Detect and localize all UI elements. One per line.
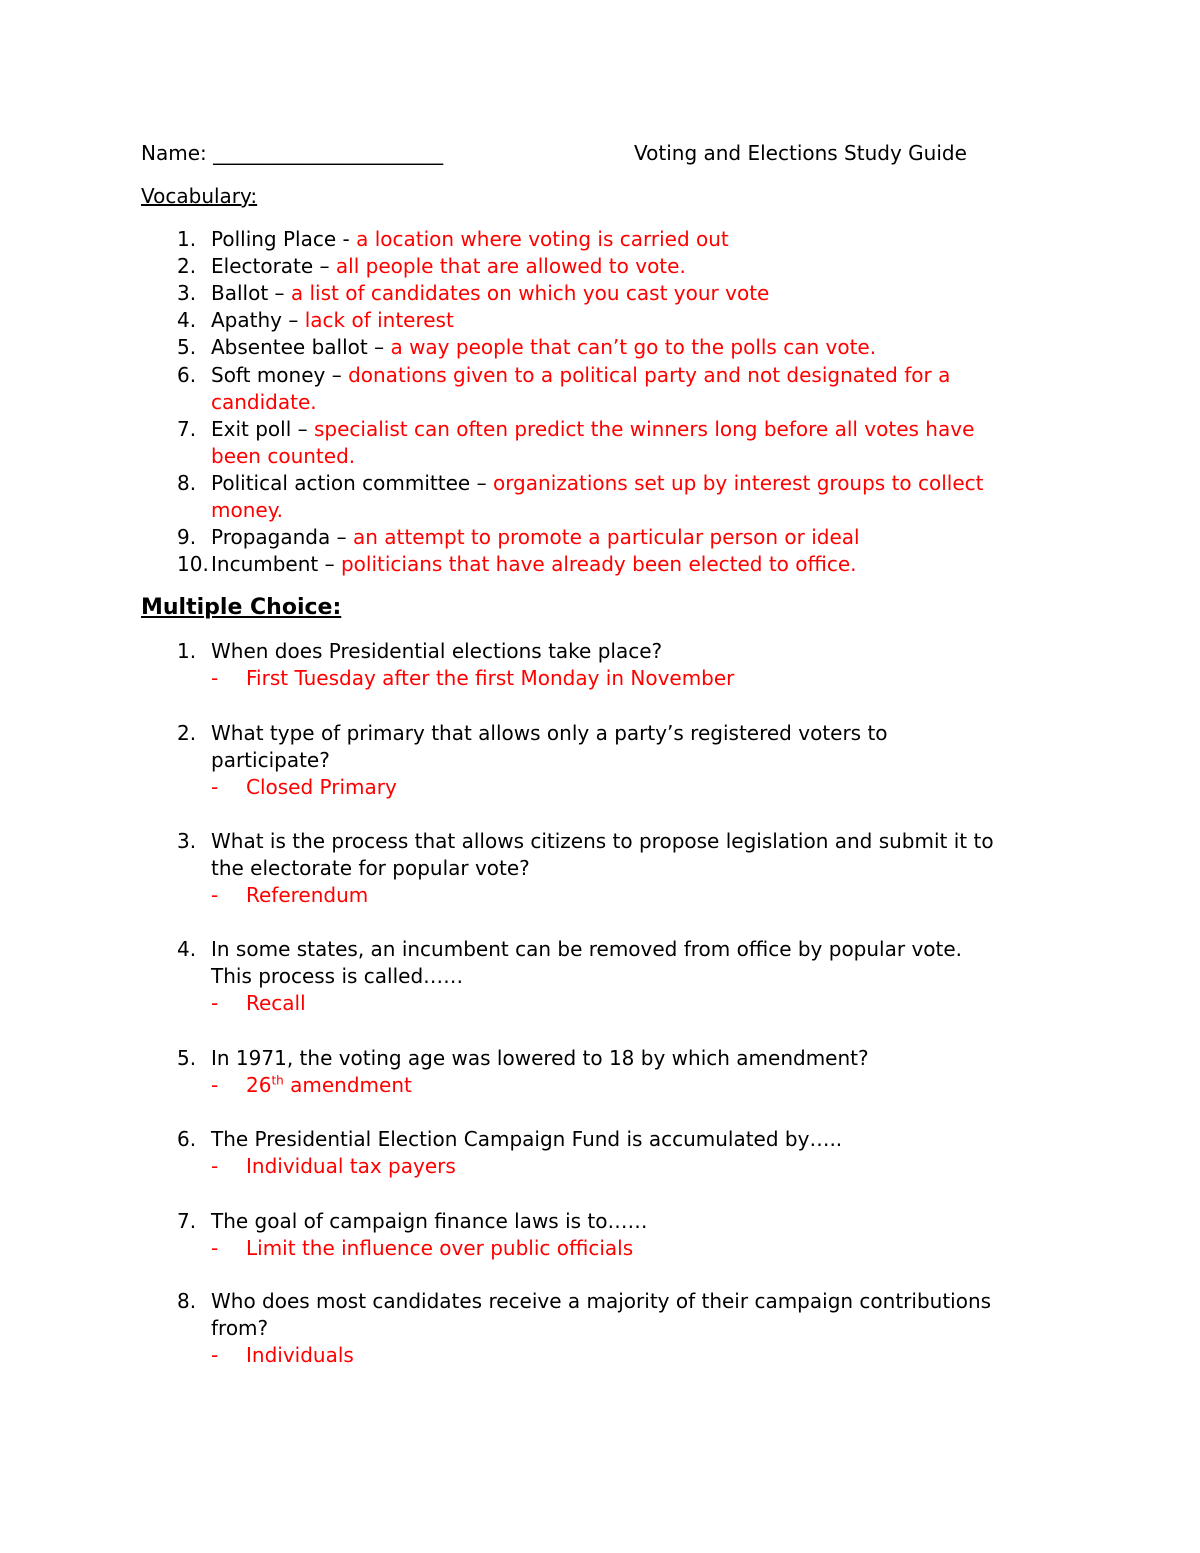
answer-dash: - [211,1236,219,1260]
vocab-number: 4. [177,308,197,332]
vocabulary-heading: Vocabulary: [141,184,258,208]
question-number: 5. [177,1046,197,1070]
question-number: 4. [177,937,197,961]
vocab-term: Political action committee – [211,471,493,495]
vocab-term: Soft money – [211,363,349,387]
question-number: 1. [177,639,197,663]
answer-word: amendment [283,1073,412,1097]
vocab-item [211,280,769,307]
vocab-item [211,524,860,551]
vocab-item [211,362,950,389]
vocab-definition: an attempt to promote a particular person or ideal [352,525,860,549]
answer-dash: - [211,1343,219,1367]
answer-dash: - [211,1154,219,1178]
answer-text: Referendum [246,883,369,907]
question-text: In 1971, the voting age was lowered to 18 by which amendment? [211,1046,869,1070]
vocab-term: Absentee ballot – [211,335,391,359]
vocab-number: 3. [177,281,197,305]
answer-text: Limit the influence over public officials [246,1236,634,1260]
question-text-continued: from? [211,1316,269,1340]
vocab-definition-continued: candidate. [211,390,317,414]
answer-dash: - [211,991,219,1015]
vocab-term: Ballot – [211,281,291,305]
vocab-number: 10. [177,552,209,576]
answer-dash: - [211,666,219,690]
answer-text: Closed Primary [246,775,397,799]
question-number: 7. [177,1209,197,1233]
vocab-term: Propaganda – [211,525,353,549]
answer-dash: - [211,775,219,799]
vocab-definition: a location where voting is carried out [356,227,729,251]
answer-number: 26 [246,1073,272,1097]
answer-text: Individuals [246,1343,354,1367]
vocab-number: 7. [177,417,197,441]
vocab-definition: all people that are allowed to vote. [335,254,686,278]
vocab-term: Apathy – [211,308,305,332]
name-field-line [141,140,443,167]
vocab-term: Polling Place - [211,227,357,251]
vocab-item [211,334,876,361]
vocab-term: Exit poll – [211,417,314,441]
vocab-definition: donations given to a political party and not designated for a [348,363,951,387]
answer-dash: - [211,883,219,907]
vocab-item [211,307,454,334]
vocab-definition: specialist can often predict the winners long before all votes have [314,417,975,441]
vocab-definition: a way people that can’t go to the polls can vote. [390,335,877,359]
question-text-continued: This process is called…… [211,964,464,988]
question-number: 2. [177,721,197,745]
vocab-definition-continued: been counted. [211,444,356,468]
vocab-number: 2. [177,254,197,278]
question-number: 8. [177,1289,197,1313]
vocab-term: Incumbent – [211,552,341,576]
question-text: Who does most candidates receive a majority of their campaign contributions [211,1289,992,1313]
document-title: Voting and Elections Study Guide [634,141,967,165]
question-text: The goal of campaign finance laws is to…… [211,1209,648,1233]
vocab-item [211,226,729,253]
vocab-definition: politicians that have already been elected to office. [340,552,857,576]
vocab-definition: organizations set up by interest groups to collect [492,471,984,495]
question-number: 6. [177,1127,197,1151]
name-blank: _______________________ [213,141,444,165]
vocab-item [211,551,857,578]
vocab-number: 1. [177,227,197,251]
answer-text: Individual tax payers [246,1154,456,1178]
question-text-continued: the electorate for popular vote? [211,856,530,880]
vocab-number: 5. [177,335,197,359]
answer-dash: - [211,1073,219,1097]
answer-text: Recall [246,991,306,1015]
question-text: When does Presidential elections take place? [211,639,663,663]
vocab-definition: lack of interest [304,308,454,332]
multiple-choice-heading: Multiple Choice: [141,595,342,620]
answer-text: First Tuesday after the first Monday in November [246,666,735,690]
question-text: What type of primary that allows only a party’s registered voters to [211,721,888,745]
question-text: What is the process that allows citizens to propose legislation and submit it to [211,829,994,853]
answer-text [246,1072,412,1099]
vocab-item [211,416,974,443]
question-text-continued: participate? [211,748,330,772]
vocab-item [211,470,984,497]
answer-ordinal-suffix: th [271,1073,284,1088]
question-number: 3. [177,829,197,853]
name-label: Name: [141,141,207,165]
vocab-number: 6. [177,363,197,387]
vocab-number: 9. [177,525,197,549]
vocab-item [211,253,686,280]
question-text: In some states, an incumbent can be removed from office by popular vote. [211,937,963,961]
vocab-definition: a list of candidates on which you cast your vote [290,281,770,305]
vocab-number: 8. [177,471,197,495]
vocab-term: Electorate – [211,254,336,278]
vocab-definition-continued: money. [211,498,284,522]
question-text: The Presidential Election Campaign Fund is accumulated by….. [211,1127,843,1151]
